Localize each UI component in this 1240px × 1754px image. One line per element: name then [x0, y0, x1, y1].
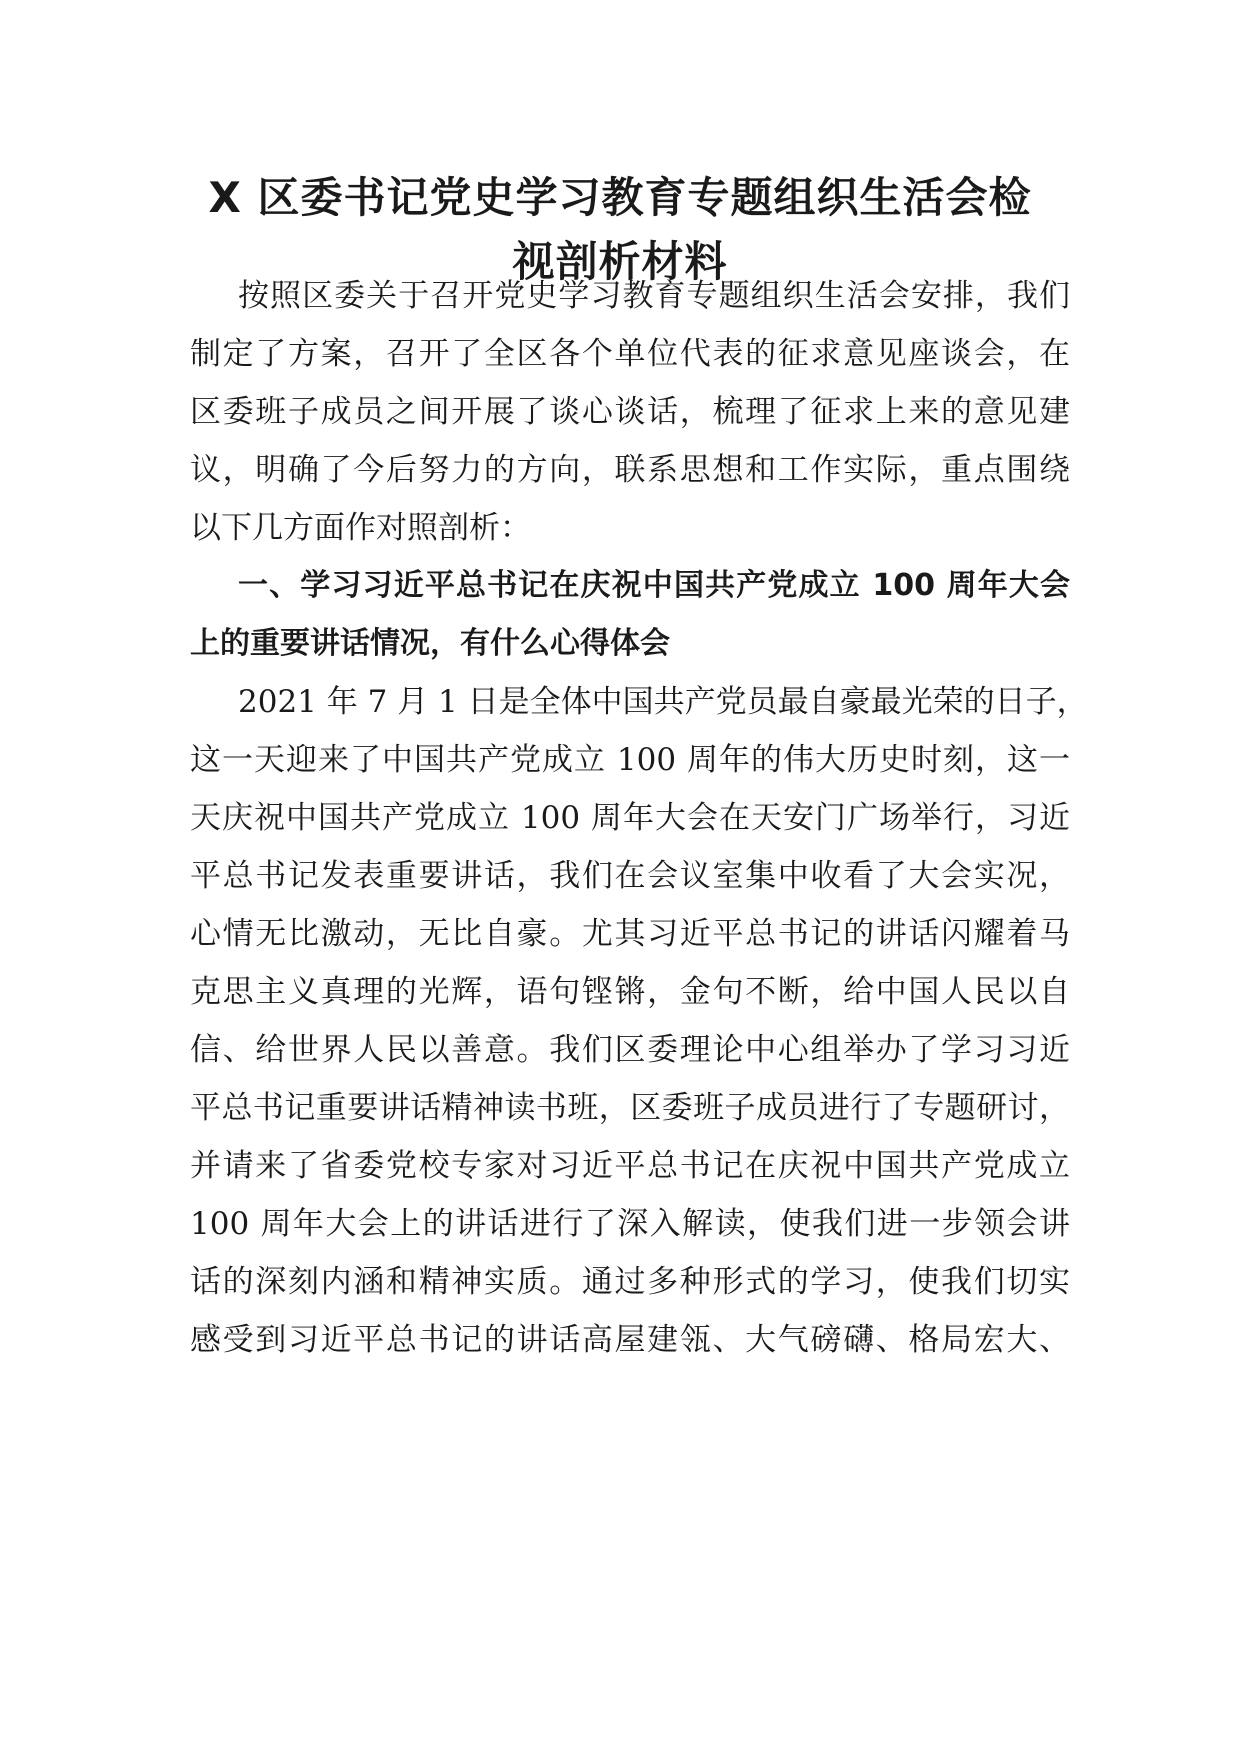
paragraph-2-line-8: 平总书记重要讲话精神读书班，区委班子成员进行了专题研讨， [190, 1090, 1070, 1126]
paragraph-2-line-6: 克思主义真理的光辉，语句铿锵，金句不断，给中国人民以自 [190, 974, 1070, 1010]
paragraph-2-line-2: 这一天迎来了中国共产党成立 100 周年的伟大历史时刻，这一 [190, 742, 1070, 778]
paragraph-2-line-9: 并请来了省委党校专家对习近平总书记在庆祝中国共产党成立 [190, 1148, 1070, 1184]
paragraph-1-line-1: 按照区委关于召开党史学习教育专题组织生活会安排，我们 [238, 278, 1070, 314]
document-title-line-1: X 区委书记党史学习教育专题组织生活会检 [208, 173, 1032, 222]
paragraph-2-line-12: 感受到习近平总书记的讲话高屋建瓴、大气磅礴、格局宏大、 [190, 1322, 1070, 1358]
document-title-line-2: 视剖析材料 [512, 237, 728, 286]
paragraph-1-line-5: 以下几方面作对照剖析： [190, 510, 531, 546]
paragraph-2-line-11: 话的深刻内涵和精神实质。通过多种形式的学习，使我们切实 [190, 1264, 1070, 1300]
paragraph-2-line-10: 100 周年大会上的讲话进行了深入解读，使我们进一步领会讲 [190, 1206, 1070, 1242]
section-heading-1-line-1: 一、学习习近平总书记在庆祝中国共产党成立 100 周年大会 [238, 568, 1070, 603]
section-heading-1-line-2: 上的重要讲话情况，有什么心得体会 [190, 626, 670, 661]
paragraph-2-line-5: 心情无比激动，无比自豪。尤其习近平总书记的讲话闪耀着马 [190, 916, 1070, 952]
paragraph-2-line-7: 信、给世界人民以善意。我们区委理论中心组举办了学习习近 [190, 1032, 1070, 1068]
paragraph-1-line-4: 议，明确了今后努力的方向，联系思想和工作实际，重点围绕 [190, 452, 1070, 488]
paragraph-2-line-1: 2021 年 7 月 1 日是全体中国共产党员最自豪最光荣的日子， [238, 684, 1088, 720]
paragraph-2-line-4: 平总书记发表重要讲话，我们在会议室集中收看了大会实况， [190, 858, 1070, 894]
paragraph-1-line-2: 制定了方案，召开了全区各个单位代表的征求意见座谈会，在 [190, 336, 1070, 372]
paragraph-2-line-3: 天庆祝中国共产党成立 100 周年大会在天安门广场举行，习近 [190, 800, 1070, 836]
paragraph-1-line-3: 区委班子成员之间开展了谈心谈话，梳理了征求上来的意见建 [190, 394, 1070, 430]
